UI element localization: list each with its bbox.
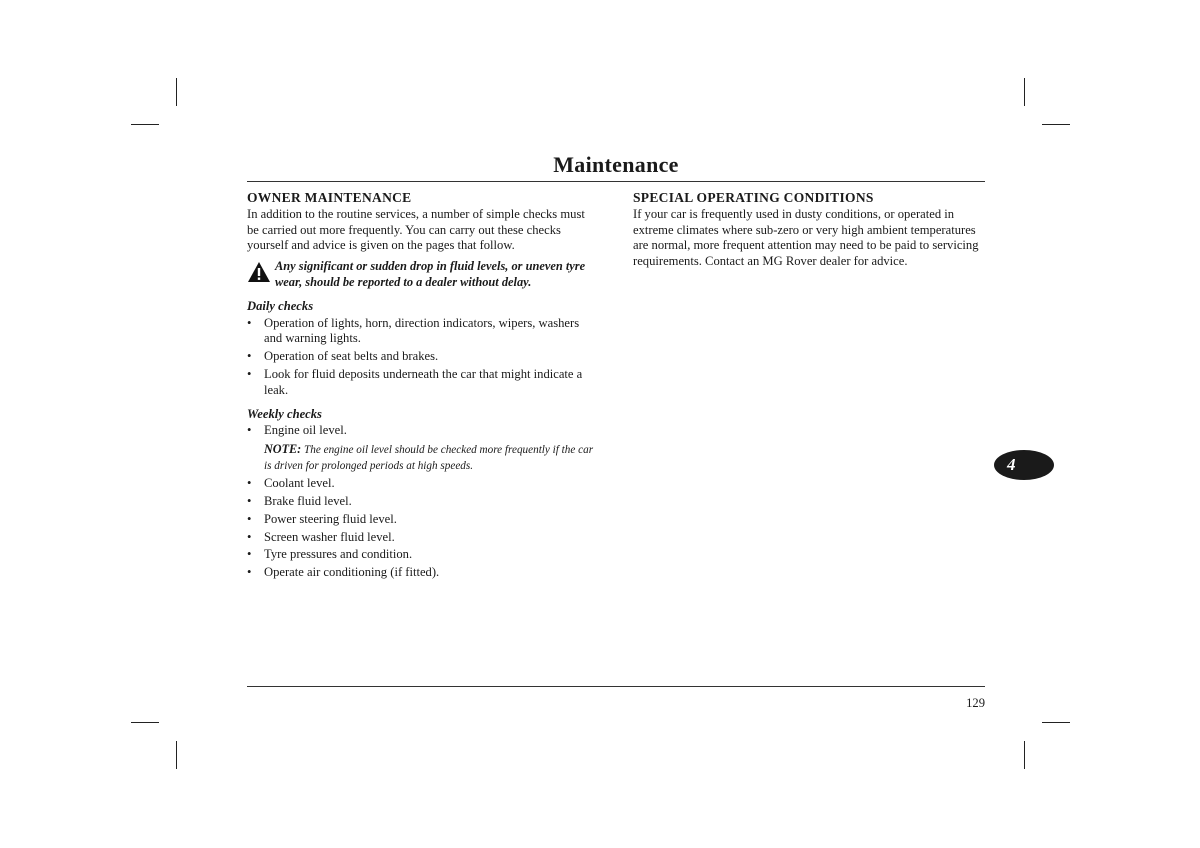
section-tab (994, 450, 1054, 480)
weekly-checks-list-continued (247, 476, 599, 581)
left-column (247, 190, 599, 583)
bullet-icon: • (247, 349, 252, 364)
daily-checks-heading: Daily checks (247, 298, 314, 313)
bullet-icon: • (247, 493, 252, 508)
bullet-icon: • (247, 511, 252, 526)
bullet-icon: • (247, 315, 252, 330)
bullet-icon: • (247, 565, 252, 580)
list-item: • Power steering fluid level. (247, 511, 397, 526)
warning-block (247, 259, 599, 291)
engine-oil-note (247, 442, 599, 474)
footer-rule (247, 686, 985, 687)
warning-triangle-icon (247, 261, 271, 283)
page-title: Maintenance (553, 152, 679, 177)
list-item: • Operation of lights, horn, direction indicators, wipers, washers and warning lights. (247, 315, 580, 346)
list-item: • Brake fluid level. (247, 493, 352, 508)
special-conditions-body: If your car is frequently used in dusty conditions, or operated in extreme climates where sub-zero or very high ambient temperatures are normal, more frequent attention may need to be paid to servicing requirements. Contact an MG Rover dealer for advice. (633, 206, 979, 269)
list-item: • Coolant level. (247, 476, 335, 491)
crop-mark-top-left-horizontal (131, 124, 159, 125)
crop-mark-bottom-right-horizontal (1042, 722, 1070, 723)
owner-maintenance-intro: In addition to the routine services, a number of simple checks must be carried out more frequently. You can carry out these checks yourself and advice is given on the pages that follow. (247, 206, 585, 253)
bullet-icon: • (247, 547, 252, 562)
weekly-checks-list (247, 423, 599, 439)
crop-mark-bottom-right-vertical (1024, 741, 1025, 769)
note-text: The engine oil level should be checked more frequently if the car is driven for prolonged periods at high speeds. (264, 444, 594, 472)
bullet-icon: • (247, 476, 252, 491)
section-tab-number: 4 (1007, 455, 1016, 474)
daily-checks-list (247, 316, 599, 399)
crop-mark-top-right-vertical (1024, 78, 1025, 106)
crop-mark-bottom-left-horizontal (131, 722, 159, 723)
list-item: • Operation of seat belts and brakes. (247, 349, 439, 364)
bullet-icon: • (247, 529, 252, 544)
crop-mark-top-left-vertical (176, 78, 177, 106)
list-item: • Screen washer fluid level. (247, 529, 395, 544)
page-number: 129 (966, 696, 985, 710)
warning-text: Any significant or sudden drop in fluid levels, or uneven tyre wear, should be reported to a dealer without delay. (275, 259, 586, 289)
list-item: • Operate air conditioning (if fitted). (247, 565, 440, 580)
right-column (633, 190, 985, 270)
bullet-icon: • (247, 423, 252, 438)
owner-maintenance-heading: OWNER MAINTENANCE (247, 190, 412, 205)
note-label: NOTE: (264, 442, 302, 457)
list-item: • Tyre pressures and condition. (247, 547, 413, 562)
weekly-checks-heading: Weekly checks (247, 406, 322, 421)
crop-mark-top-right-horizontal (1042, 124, 1070, 125)
special-conditions-heading: SPECIAL OPERATING CONDITIONS (633, 190, 874, 205)
crop-mark-bottom-left-vertical (176, 741, 177, 769)
title-rule (247, 181, 985, 182)
bullet-icon: • (247, 366, 252, 381)
list-item: • Engine oil level. (247, 423, 347, 438)
list-item: • Look for fluid deposits underneath the car that might indicate a leak. (247, 366, 583, 397)
